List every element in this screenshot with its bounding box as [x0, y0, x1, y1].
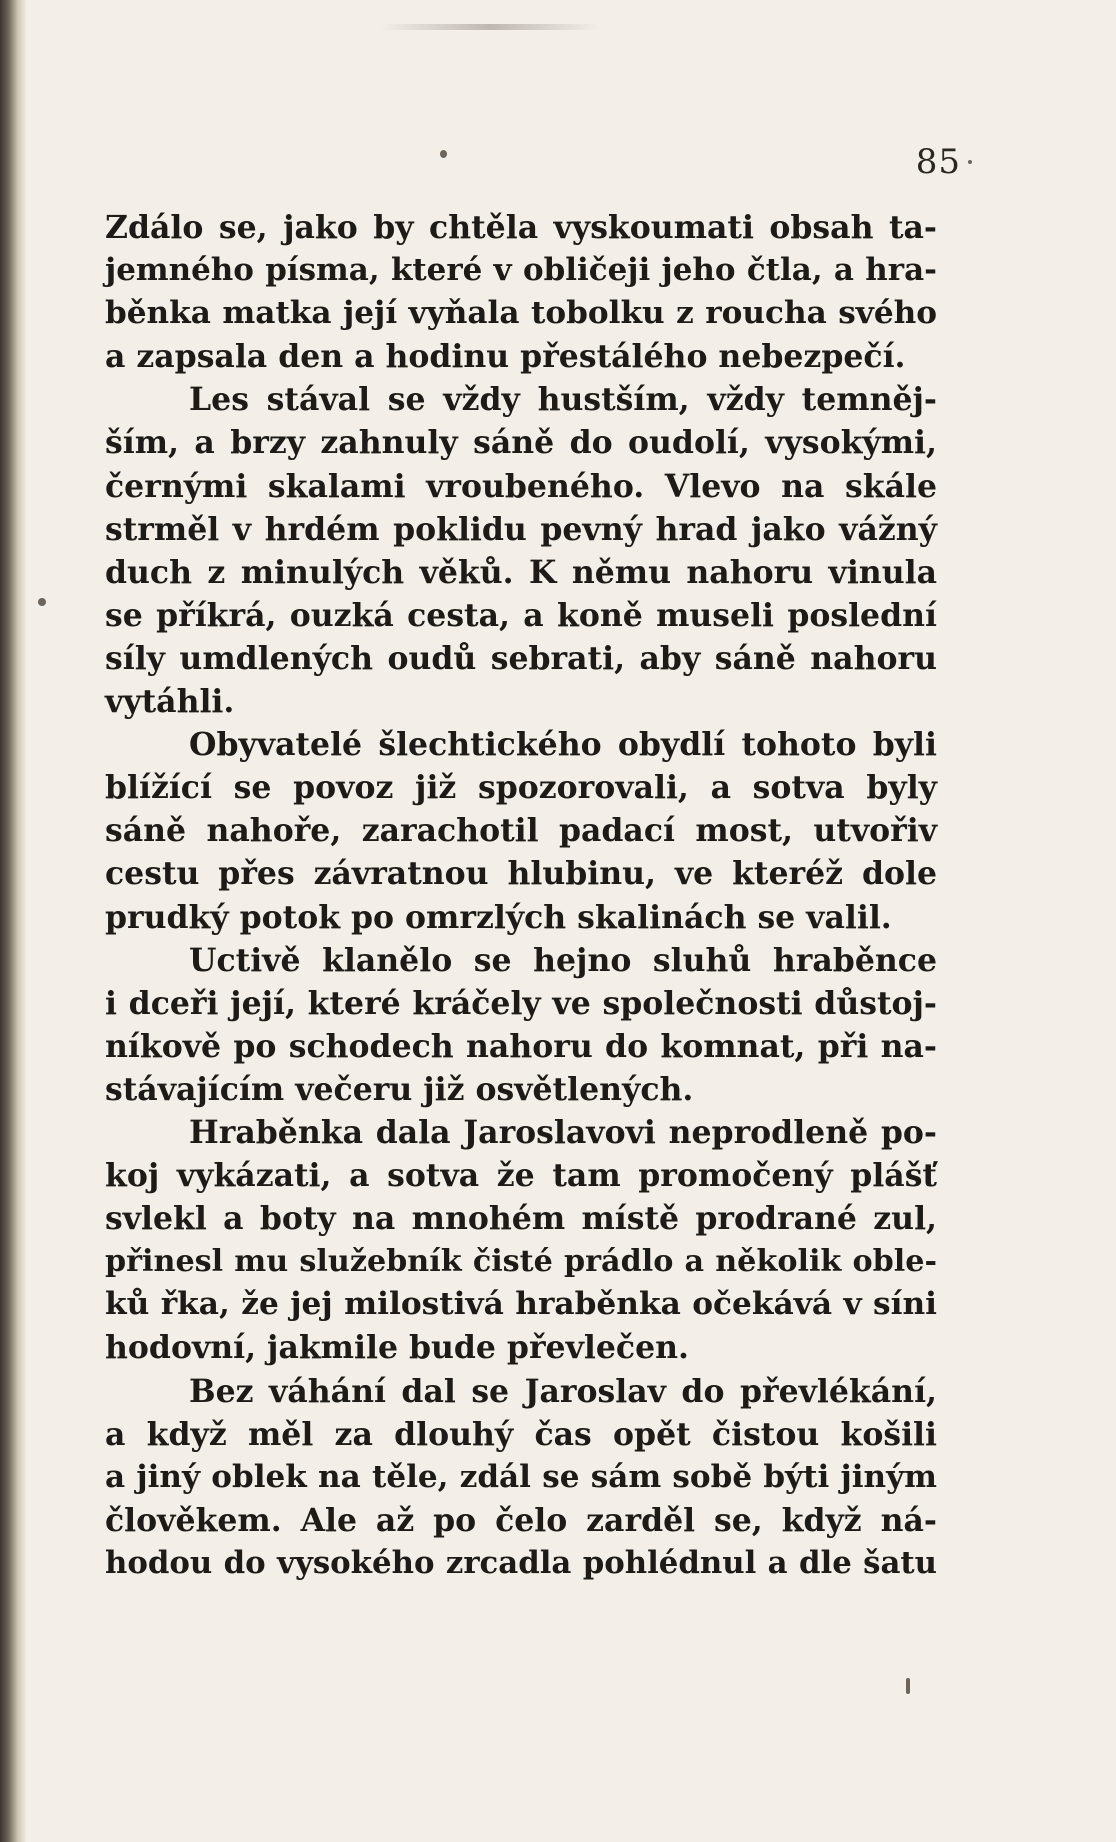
text-line: blížící se povoz již spozorovali, a sotva byly	[105, 769, 937, 807]
text-line: jemného písma, které v obličeji jeho čtla, a hra-	[105, 252, 937, 289]
ink-speck	[38, 598, 46, 606]
text-line: hodou do vysokého zrcadla pohlédnul a dle šatu	[105, 1544, 937, 1581]
text-line: Zdálo se, jako by chtěla vyskoumati obsah ta-	[105, 209, 937, 246]
page-number: 85	[915, 142, 961, 182]
book-gutter-shadow	[0, 0, 26, 1842]
text-line: i dceři její, které kráčely ve společnosti důstoj-	[105, 984, 937, 1022]
text-line: ším, a brzy zahnuly sáně do oudolí, vysokými,	[105, 424, 937, 462]
text-line: svlekl a boty na mnohém místě prodrané zul,	[105, 1200, 937, 1238]
text-line: cestu přes závratnou hlubinu, ve kteréž dole	[105, 855, 937, 893]
top-edge-smudge	[380, 24, 600, 30]
body-text	[105, 206, 937, 1585]
ink-speck	[440, 150, 447, 158]
text-line: níkově po schodech nahoru do komnat, při na-	[105, 1027, 937, 1065]
text-line: člověkem. Ale až po čelo zarděl se, když ná-	[105, 1501, 937, 1539]
text-line: strměl v hrdém poklidu pevný hrad jako vážný	[105, 510, 937, 548]
text-line: Obyvatelé šlechtického obydlí tohoto byli	[189, 726, 937, 764]
text-line: Hraběnka dala Jaroslavovi neprodleně po-	[189, 1113, 937, 1151]
text-line: duch z minulých věků. K němu nahoru vinula	[105, 553, 937, 591]
text-line: prudký potok po omrzlých skalinách se valil.	[105, 898, 892, 936]
text-line: a zapsala den a hodinu přestálého nebezpečí.	[105, 338, 906, 376]
text-line: ků řka, že jej milostivá hraběnka očekává v síni	[105, 1286, 937, 1323]
ink-speck	[968, 160, 972, 164]
text-line: černými skalami vroubeného. Vlevo na skále	[105, 467, 937, 505]
text-line: Bez váhání dal se Jaroslav do převlékání,	[189, 1372, 937, 1410]
text-line: se příkrá, ouzká cesta, a koně museli poslední	[105, 596, 937, 634]
text-line: stávajícím večeru již osvětlených.	[105, 1070, 694, 1108]
text-line: vytáhli.	[105, 683, 235, 721]
text-line: běnka matka její vyňala tobolku z roucha svého	[105, 295, 937, 332]
text-line: síly umdlených oudů sebrati, aby sáně nahoru	[105, 639, 937, 677]
text-line: koj vykázati, a sotva že tam promočený plášť	[105, 1157, 937, 1195]
text-line: a jiný oblek na těle, zdál se sám sobě býti jiným	[105, 1458, 937, 1495]
text-line: a když měl za dlouhý čas opět čistou košili	[105, 1415, 937, 1453]
text-line: Uctivě klanělo se hejno sluhů hraběnce	[189, 941, 937, 979]
ink-speck	[906, 1678, 910, 1694]
text-line: Les stával se vždy hustším, vždy temněj-	[189, 381, 937, 419]
text-line: přinesl mu služebník čisté prádlo a několik oble-	[105, 1244, 937, 1280]
text-line: sáně nahoře, zarachotil padací most, utvořiv	[105, 812, 937, 850]
text-line: hodovní, jakmile bude převlečen.	[105, 1329, 689, 1367]
